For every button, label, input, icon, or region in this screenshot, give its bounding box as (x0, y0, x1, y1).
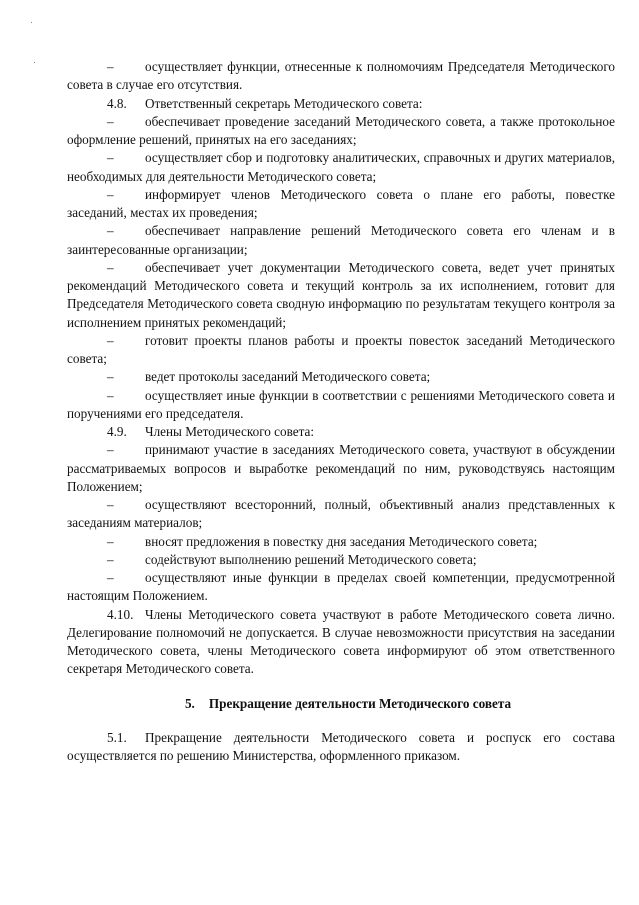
section-title-text: Прекращение деятельности Методического совета (208, 695, 512, 711)
list-item-text: осуществляет иные функции в соответствии с решениями Методического совета и поручениями его председателя. (67, 387, 615, 421)
scan-speck (31, 22, 32, 23)
scan-speck (34, 62, 35, 63)
dash-mark: – (107, 497, 114, 512)
clause-text: Прекращение деятельности Методического совета и роспуск его состава осуществляется по решению Министерства, оформленного приказом. (67, 729, 615, 763)
list-item-text: обеспечивает направление решений Методического совета его членам и в заинтересованные организации; (67, 223, 615, 257)
dash-mark: – (107, 150, 114, 166)
list-item (67, 259, 615, 332)
list-item-text: ведет протоколы заседаний Методического совета; (145, 369, 431, 385)
list-item-text: обеспечивает учет документации Методического совета, ведет учет принятых рекомендаций Методического совета и текущий контроль за их исполнением, готовит для Председателя Методического совета сводную информацию по результатам текущего контроля за исполнением принятых рекомендаций; (67, 259, 615, 330)
list-item (67, 222, 615, 259)
dash-mark: – (107, 332, 114, 348)
list-item (67, 113, 615, 150)
list-item-text: осуществляют всесторонний, полный, объективный анализ представленных к заседаниям материалов; (67, 497, 615, 531)
dash-mark: – (107, 113, 114, 129)
dash-mark: – (107, 551, 114, 567)
document-page (67, 58, 615, 765)
dash-mark: – (107, 442, 114, 458)
list-item-text: осуществляет функции, отнесенные к полномочиям Председателя Методического совета в случае его отсутствия. (67, 59, 615, 93)
list-item (67, 441, 615, 496)
clause-4-10 (67, 606, 615, 679)
clause-4-8 (67, 95, 615, 113)
list-item-text: содействуют выполнению решений Методического совета; (145, 551, 477, 567)
dash-mark: – (107, 223, 114, 239)
list-item (67, 569, 615, 606)
clause-text: Члены Методического совета: (145, 424, 315, 439)
clause-number: 5.1. (107, 729, 127, 745)
list-item-text: информирует членов Методического совета о плане его работы, повестке заседаний, местах их проведения; (67, 186, 615, 220)
clause-number: 4.8. (107, 95, 127, 111)
clause-4-9 (67, 423, 615, 441)
dash-mark: – (107, 259, 114, 275)
clause-text: Ответственный секретарь Методического совета: (145, 95, 423, 111)
list-item (67, 332, 615, 369)
list-item (67, 368, 615, 386)
list-item (67, 496, 615, 533)
list-item (67, 387, 615, 424)
list-item-text: принимают участие в заседаниях Методического совета, участвуют в обсуждении рассматриваемых вопросов и выработке рекомендаций по ним, руководствуясь настоящим Положением; (67, 442, 615, 494)
clause-number: 4.10. (107, 606, 134, 622)
dash-mark: – (107, 533, 114, 549)
list-item (67, 149, 615, 186)
list-item-text: осуществляет сбор и подготовку аналитических, справочных и других материалов, необходимых для деятельности Методического совета; (67, 150, 615, 184)
list-item-text: готовит проекты планов работы и проекты повесток заседаний Методического совета; (67, 332, 615, 366)
clause-text: Члены Методического совета участвуют в работе Методического совета лично. Делегирование полномочий не допускается. В случае невозможности присутствия на заседании Методического совета, члены Методического совета информируют об этом ответственного секретаря Методического совета. (67, 606, 615, 677)
list-item (67, 533, 615, 551)
section-number: 5. (184, 695, 195, 711)
list-item (67, 186, 615, 223)
list-item-text: вносят предложения в повестку дня заседания Методического совета; (145, 533, 538, 549)
dash-mark: – (107, 59, 114, 74)
list-item (67, 551, 615, 569)
dash-mark: – (107, 387, 114, 403)
clause-5-1 (67, 729, 615, 766)
dash-mark: – (107, 369, 114, 385)
clause-number: 4.9. (107, 424, 127, 439)
list-item-text: осуществляют иные функции в пределах своей компетенции, предусмотренной настоящим Положением. (67, 570, 615, 604)
dash-mark: – (107, 570, 114, 585)
list-item (67, 58, 615, 95)
list-item-text: обеспечивает проведение заседаний Методического совета, а также протокольное оформление решений, принятых на его заседаниях; (67, 113, 615, 147)
dash-mark: – (107, 186, 114, 202)
section-5-heading (67, 695, 615, 713)
